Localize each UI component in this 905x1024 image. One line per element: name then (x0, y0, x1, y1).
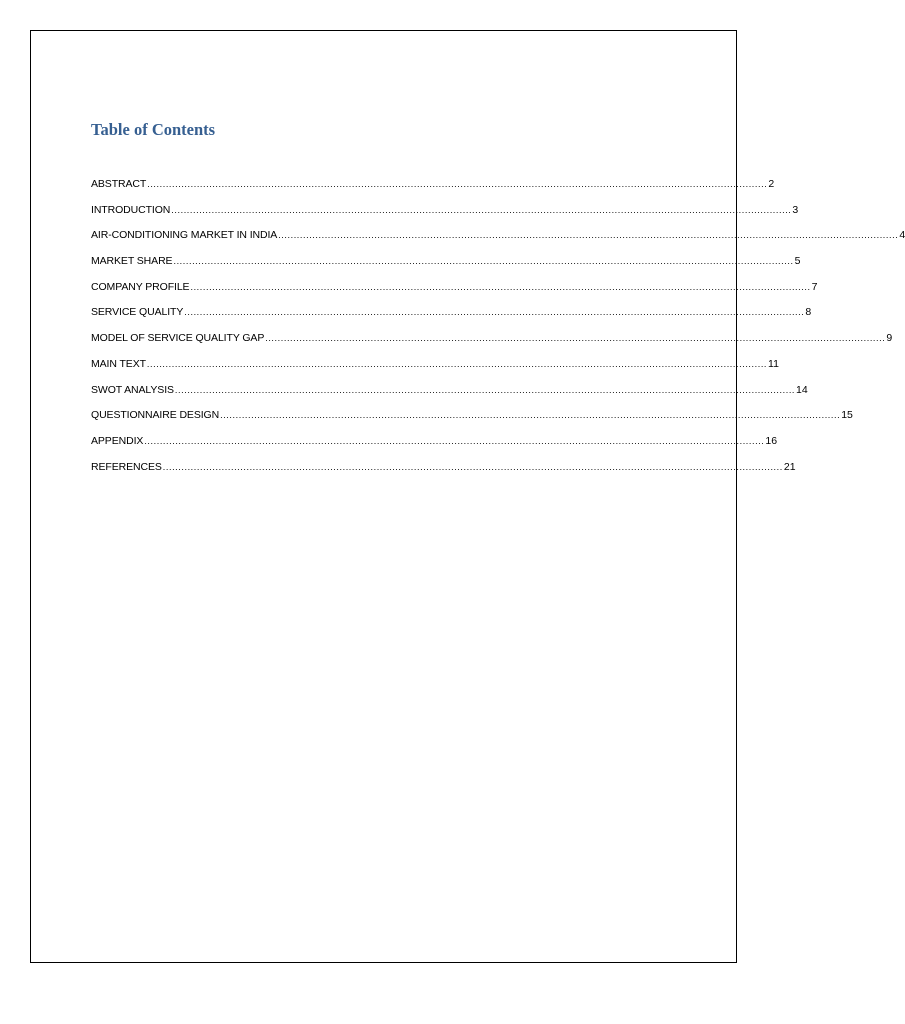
toc-dot-leader: ........................................................................................................................................................................................................ (146, 358, 768, 369)
toc-entry-page: 3 (792, 203, 799, 216)
toc-entry-title: ABSTRACT (91, 178, 147, 190)
toc-entry-title: MAIN TEXT (91, 357, 146, 370)
toc-entry-page: 16 (765, 434, 778, 447)
toc-entry[interactable] (91, 407, 853, 433)
toc-entry-title: MARKET SHARE (91, 255, 173, 268)
toc-entry[interactable] (91, 382, 808, 408)
toc-entry[interactable] (91, 253, 801, 279)
toc-entry-page: 4 (899, 229, 905, 242)
toc-entry[interactable] (91, 279, 818, 305)
toc-entry-page: 8 (805, 306, 812, 319)
toc-entry[interactable] (91, 176, 775, 202)
toc-entry-page: 9 (886, 332, 893, 345)
toc-entry[interactable] (91, 356, 779, 382)
toc-entry-page: 14 (796, 383, 808, 396)
toc-dot-leader: ........................................................................................................................................................................................................ (173, 256, 794, 267)
toc-entry-page: 7 (811, 280, 818, 293)
toc-dot-leader: ........................................................................................................................................................................................................ (184, 307, 805, 318)
toc-entry-title: APPENDIX (91, 434, 144, 447)
toc-entry-title: QUESTIONNAIRE DESIGN (91, 409, 220, 422)
toc-entry-page: 5 (794, 255, 801, 268)
toc-entry-page: 15 (841, 409, 853, 422)
toc-dot-leader: ........................................................................................................................................................................................................ (144, 435, 765, 446)
toc-entry-title: SWOT ANALYSIS (91, 383, 174, 396)
toc-entry[interactable] (91, 433, 778, 459)
toc-entry-title: SERVICE QUALITY (91, 306, 184, 319)
toc-dot-leader: ........................................................................................................................................................................................................ (278, 230, 899, 241)
toc-entry-title: INTRODUCTION (91, 203, 171, 216)
toc-dot-leader: ........................................................................................................................................................................................................ (162, 461, 783, 472)
toc-dot-leader: ........................................................................................................................................................................................................ (147, 179, 768, 189)
toc-entry-title: MODEL OF SERVICE QUALITY GAP (91, 332, 265, 345)
toc-entry-title: REFERENCES (91, 460, 162, 473)
toc-dot-leader: ........................................................................................................................................................................................................ (174, 384, 796, 395)
toc-dot-leader: ........................................................................................................................................................................................................ (190, 281, 811, 292)
toc-dot-leader: ........................................................................................................................................................................................................ (220, 410, 841, 421)
toc-entry[interactable] (91, 304, 812, 330)
toc-dot-leader: ........................................................................................................................................................................................................ (171, 204, 792, 215)
toc-entry[interactable] (91, 459, 796, 485)
toc-entry-page: 2 (768, 178, 775, 190)
toc-entry-title: AIR-CONDITIONING MARKET IN INDIA (91, 229, 278, 242)
toc-entry[interactable] (91, 330, 893, 356)
toc-entry-title: COMPANY PROFILE (91, 280, 190, 293)
toc-heading: Table of Contents (91, 120, 216, 139)
toc-entry-page: 11 (768, 357, 779, 370)
toc-entry-page: 21 (783, 460, 796, 473)
toc-entry[interactable] (91, 227, 905, 253)
toc-entry[interactable] (91, 202, 799, 228)
toc-list (91, 176, 905, 484)
page-border (30, 30, 737, 963)
toc-dot-leader: ........................................................................................................................................................................................................ (265, 333, 886, 344)
